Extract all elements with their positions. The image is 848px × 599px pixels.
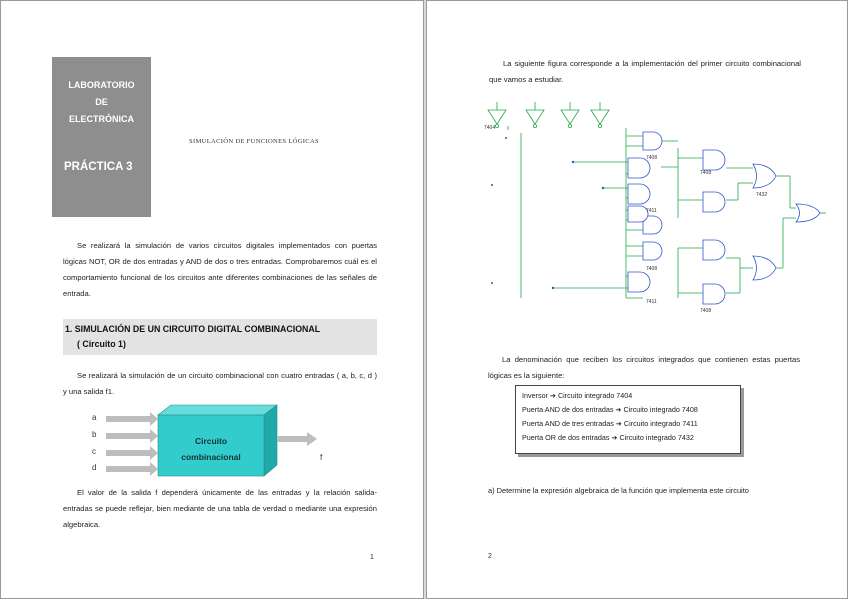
page2-intro-text: La siguiente figura corresponde a la implementación del primer circuito combinacional que vamos a estudiar. [489, 59, 801, 84]
output-label-f: f [320, 453, 323, 462]
label-inverter: 7404 [484, 125, 496, 131]
ic-list-item-2: Puerta AND de dos entradas ➔ Circuito integrado 7408 [522, 405, 698, 414]
block-top-face [158, 405, 277, 415]
ic-list-item-3: Puerta AND de tres entradas ➔ Circuito integrado 7411 [522, 419, 698, 428]
title-line-1: LABORATORIO [68, 80, 135, 90]
closing-text: El valor de la salida f dependerá únicamente de las entradas y la relación salida-entradas se puede reflejar, bien mediante de una tabla de verdad o mediante una expresión algebraica. [63, 488, 377, 529]
input-arrow-d [106, 462, 158, 476]
title-line-2: DE [95, 97, 108, 107]
logic-circuit-diagram [478, 88, 828, 316]
title-box [52, 57, 151, 217]
section-paragraph [63, 368, 377, 400]
title-box-lab [52, 77, 151, 128]
section-title [65, 322, 377, 352]
closing-paragraph [63, 485, 377, 533]
label-and3-b: 7411 [646, 299, 657, 305]
ic-list-box [515, 385, 741, 454]
label-and2-d: 7408 [700, 308, 712, 314]
page-number-2: 2 [488, 553, 492, 560]
page2-intro-paragraph [489, 56, 801, 88]
input-arrow-b [106, 429, 158, 443]
wire-endpoints [491, 137, 604, 289]
practice-title: PRÁCTICA 3 [64, 161, 133, 173]
label-and3-a: 7411 [646, 208, 657, 214]
denomination-text: La denominación que reciben los circuitos integrados que contienen estas puertas lógicas es la siguiente: [488, 355, 800, 380]
block-side-face [264, 405, 277, 476]
ic-list-item-4: Puerta OR de dos entradas ➔ Circuito integrado 7432 [522, 433, 694, 442]
section-text: Se realizará la simulación de un circuito combinacional con cuatro entradas ( a, b, c, d ) y una salida f1. [63, 371, 377, 396]
label-or2-a: 7432 [756, 192, 768, 198]
input-label-c: c [92, 447, 96, 456]
title-line-3: ELECTRÓNICA [69, 114, 134, 124]
label-and2-b: 7408 [700, 170, 712, 176]
section-title-line-1: 1. SIMULACIÓN DE UN CIRCUITO DIGITAL COMBINACIONAL [65, 324, 321, 334]
input-label-d: d [92, 463, 97, 472]
output-arrow [277, 432, 317, 446]
intro-paragraph [63, 238, 377, 302]
section-title-line-2: ( Circuito 1) [77, 339, 126, 349]
denomination-paragraph [488, 352, 800, 384]
label-and2-c: 7408 [646, 266, 658, 272]
inverter-gates [488, 102, 609, 128]
label-and2-a: 7408 [646, 155, 658, 161]
block-label [158, 433, 264, 465]
input-arrow-c [106, 446, 158, 460]
document-subtitle: SIMULACIÓN DE FUNCIONES LÓGICAS [189, 138, 320, 145]
page-number-1: 1 [370, 554, 374, 561]
question-a: a) Determine la expresión algebraica de la función que implementa este circuito [488, 486, 749, 495]
input-arrow-a [106, 412, 158, 426]
or2-gates [753, 164, 820, 280]
input-label-b: b [92, 430, 97, 439]
block-label-line-2: combinacional [181, 452, 241, 462]
input-label-a: a [92, 413, 97, 422]
ic-list-item-1: Inversor ➔ Circuito integrado 7404 [522, 391, 633, 400]
and2-gates [628, 132, 725, 304]
intro-text: Se realizará la simulación de varios circuitos digitales implementados con puertas lógicas NOT, OR de dos entradas y AND de dos o tres entradas. Comprobaremos cuál es el comportamiento funcional de los circuitos ante diferentes combinaciones de las señales de entrada. [63, 241, 377, 298]
circuit-wires [508, 126, 826, 298]
block-label-line-1: Circuito [194, 436, 228, 446]
